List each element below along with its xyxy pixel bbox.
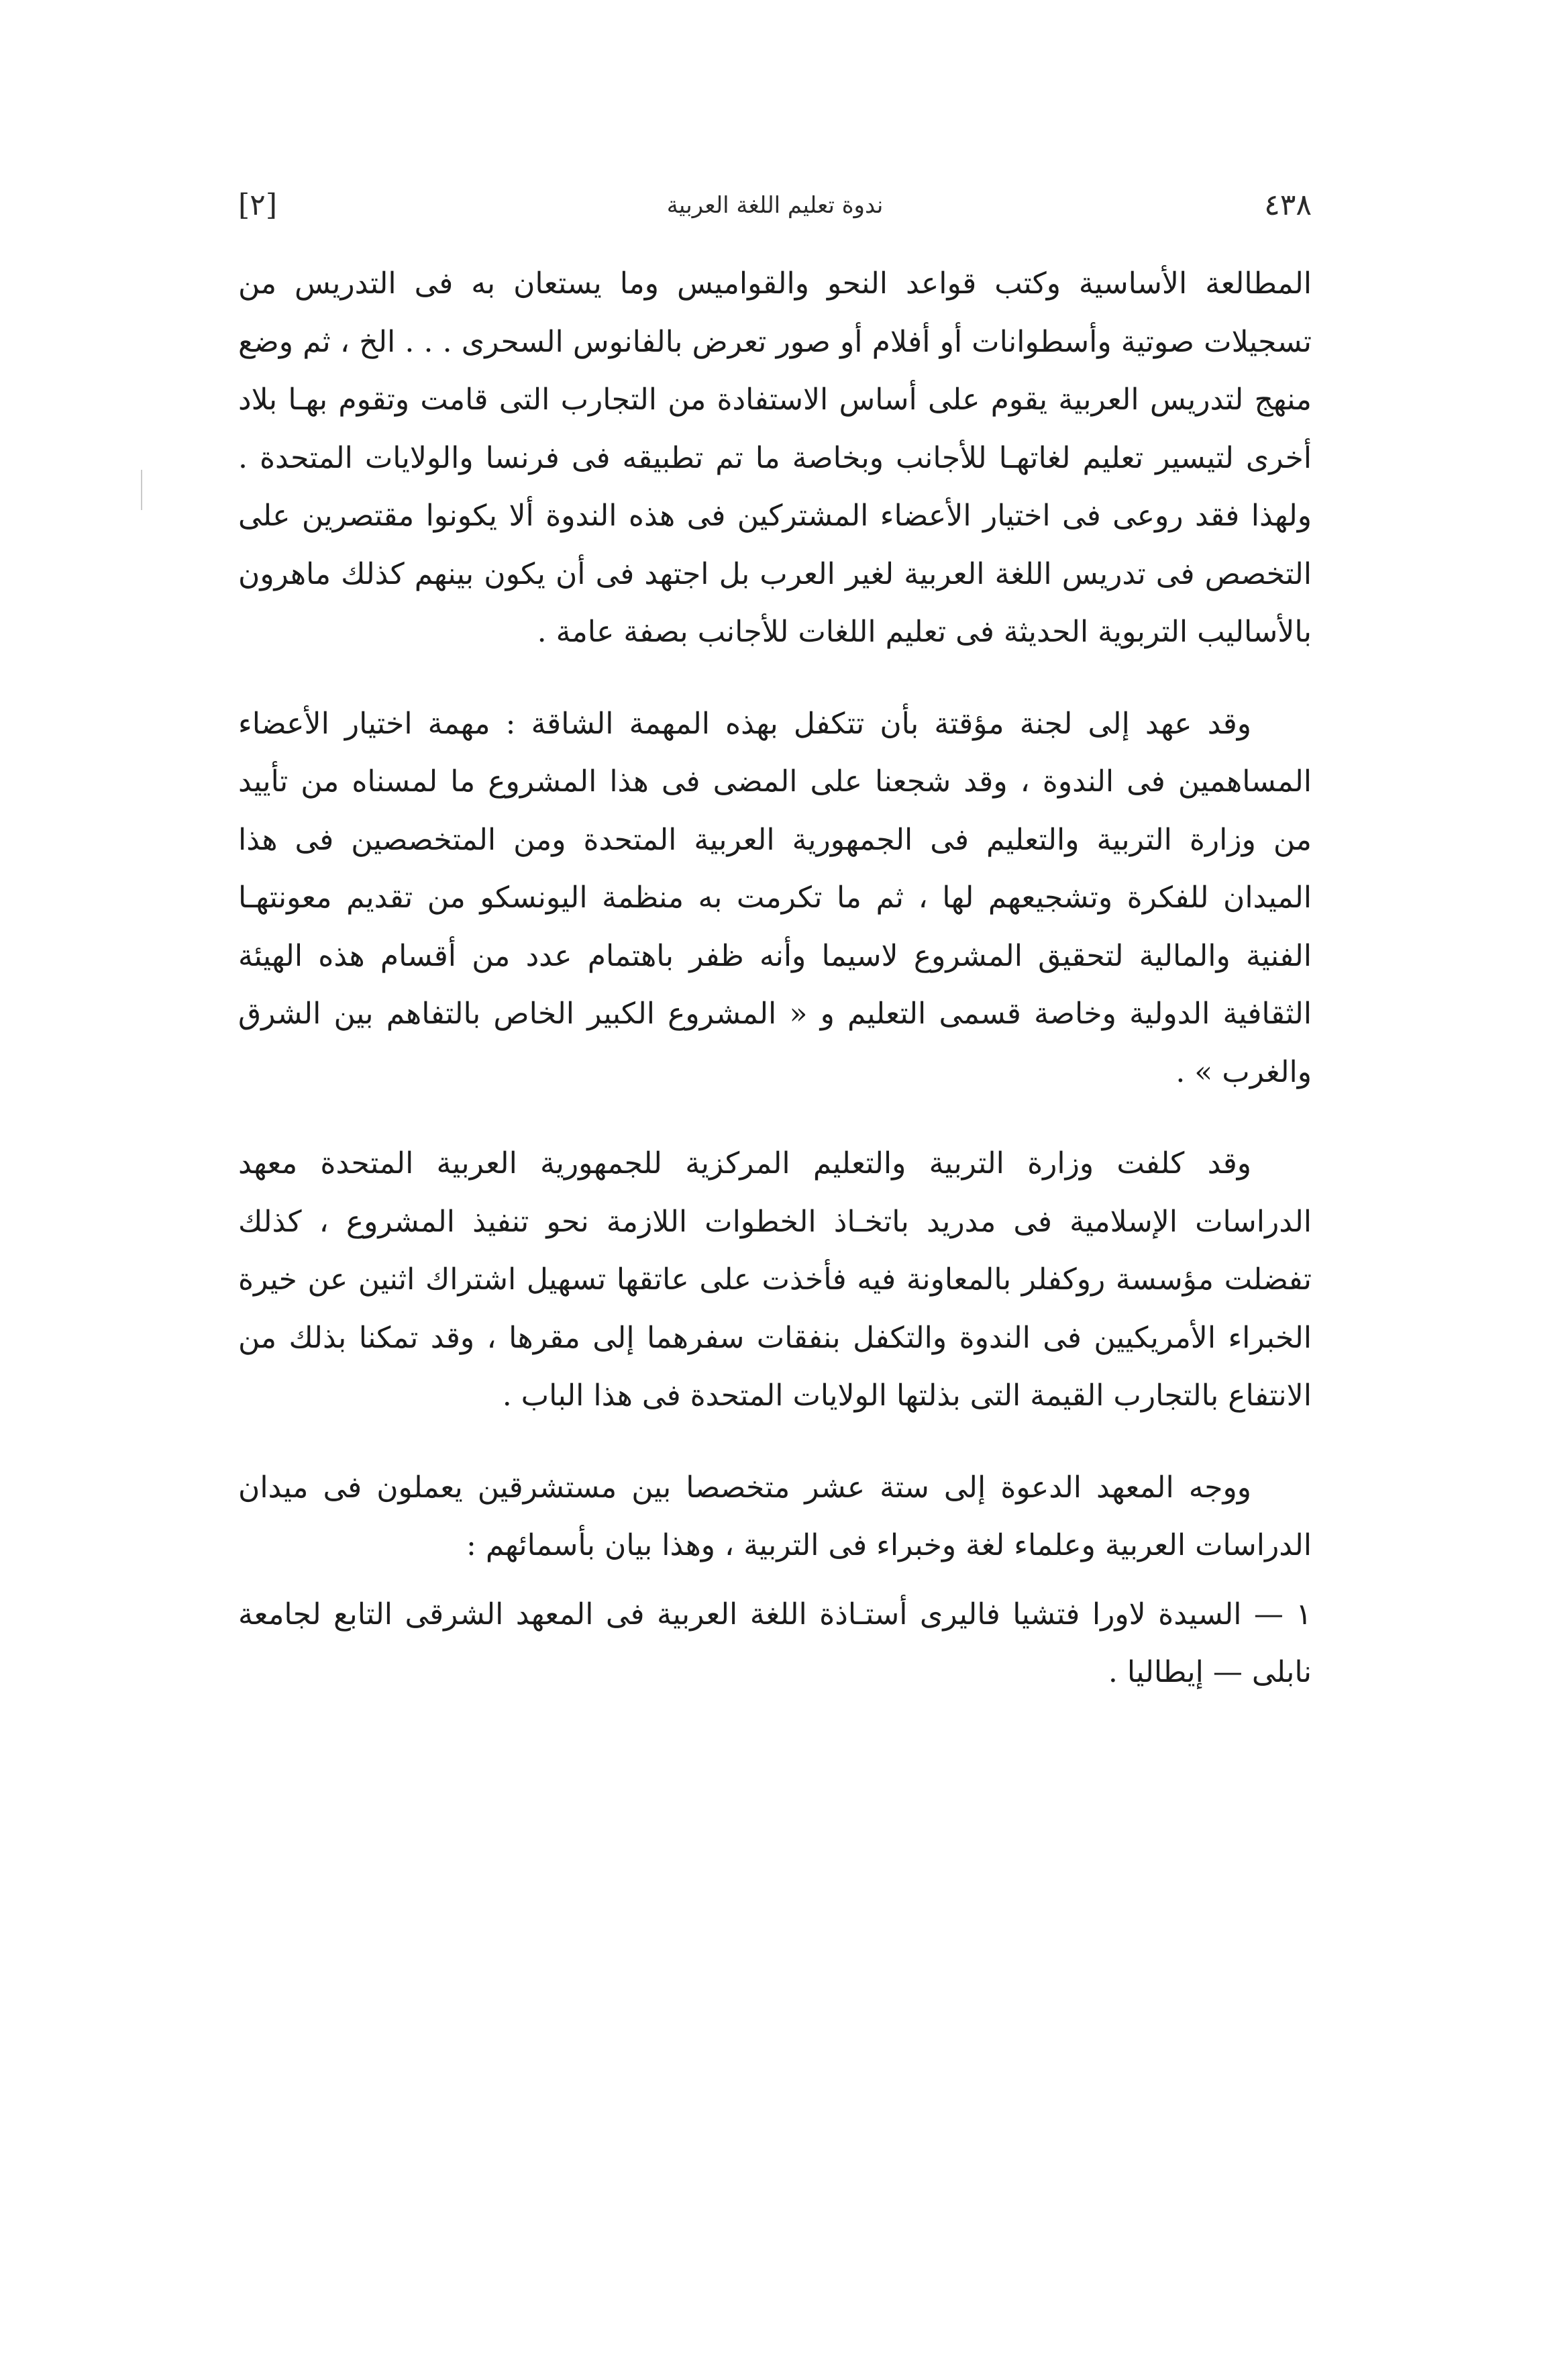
page-number: ٤٣٨ [1264, 188, 1312, 222]
body-text [238, 255, 1312, 1702]
list-item-1: ١ — السيدة لاورا فتشيا فاليرى أستـاذة اللغة العربية فى المعهد الشرقى التابع لجامعة نابلى — إيطاليا . [238, 1597, 1312, 1689]
paragraph-2: وقد عهد إلى لجنة مؤقتة بأن تتكفل بهذه المهمة الشاقة : مهمة اختيار الأعضاء المساهمين فى الندوة ، وقد شجعنا على المضى فى هذا المشروع ما لمسناه من تأييد من وزارة التربية والتعليم فى الجمهورية العربية المتحدة ومن المتخصصين فى هذا الميدان للفكرة وتشجيعهم لها ، ثم ما تكرمت به منظمة اليونسكو من تقديم معونتهـا الفنية والمالية لتحقيق المشروع لاسيما وأنه ظفر باهتمام عدد من أقسام هذه الهيئة الثقافية الدولية وخاصة قسمى التعليم و « المشروع الكبير الخاص بالتفاهم بين الشرق والغرب » . [238, 706, 1312, 1089]
running-header [238, 188, 1312, 235]
paragraph-1: المطالعة الأساسية وكتب قواعد النحو والقواميس وما يستعان به فى التدريس من تسجيلات صوتية وأسطوانات أو أفلام أو صور تعرض بالفانوس السحرى . . . الخ ، ثم وضع منهج لتدريس العربية يقوم على أساس الاستفادة من التجارب التى قامت وتقوم بهـا بلاد أخرى لتيسير تعليم لغاتهـا للأجانب وبخاصة ما تم تطبيقه فى فرنسا والولايات المتحدة . ولهذا فقد روعى فى اختيار الأعضاء المشتركين فى هذه الندوة ألا يكونوا مقتصرين على التخصص فى تدريس اللغة العربية لغير العرب بل اجتهد فى أن يكون بينهم كذلك ماهرون بالأساليب التربوية الحديثة فى تعليم اللغات للأجانب بصفة عامة . [238, 266, 1312, 649]
paragraph-4: ووجه المعهد الدعوة إلى ستة عشر متخصصا بين مستشرقين يعملون فى ميدان الدراسات العربية وعلماء لغة وخبراء فى التربية ، وهذا بيان بأسمائهم : [238, 1470, 1312, 1562]
running-title: ندوة تعليم اللغة العربية [666, 192, 884, 219]
paragraph-3: وقد كلفت وزارة التربية والتعليم المركزية للجمهورية العربية المتحدة معهد الدراسات الإسلامية فى مدريد باتخـاذ الخطوات اللازمة نحو تنفيذ المشروع ، كذلك تفضلت مؤسسة روكفلر بالمعاونة فيه فأخذت على عاتقها تسهيل اشتراك اثنين عن خيرة الخبراء الأمريكيين فى الندوة والتكفل بنفقات سفرهما إلى مقرها ، وقد تمكنا بذلك من الانتفاع بالتجارب القيمة التى بذلتها الولايات المتحدة فى هذا الباب . [238, 1146, 1312, 1413]
margin-mark [141, 470, 142, 510]
document-page [238, 188, 1312, 1702]
part-mark: [٢] [238, 188, 277, 222]
